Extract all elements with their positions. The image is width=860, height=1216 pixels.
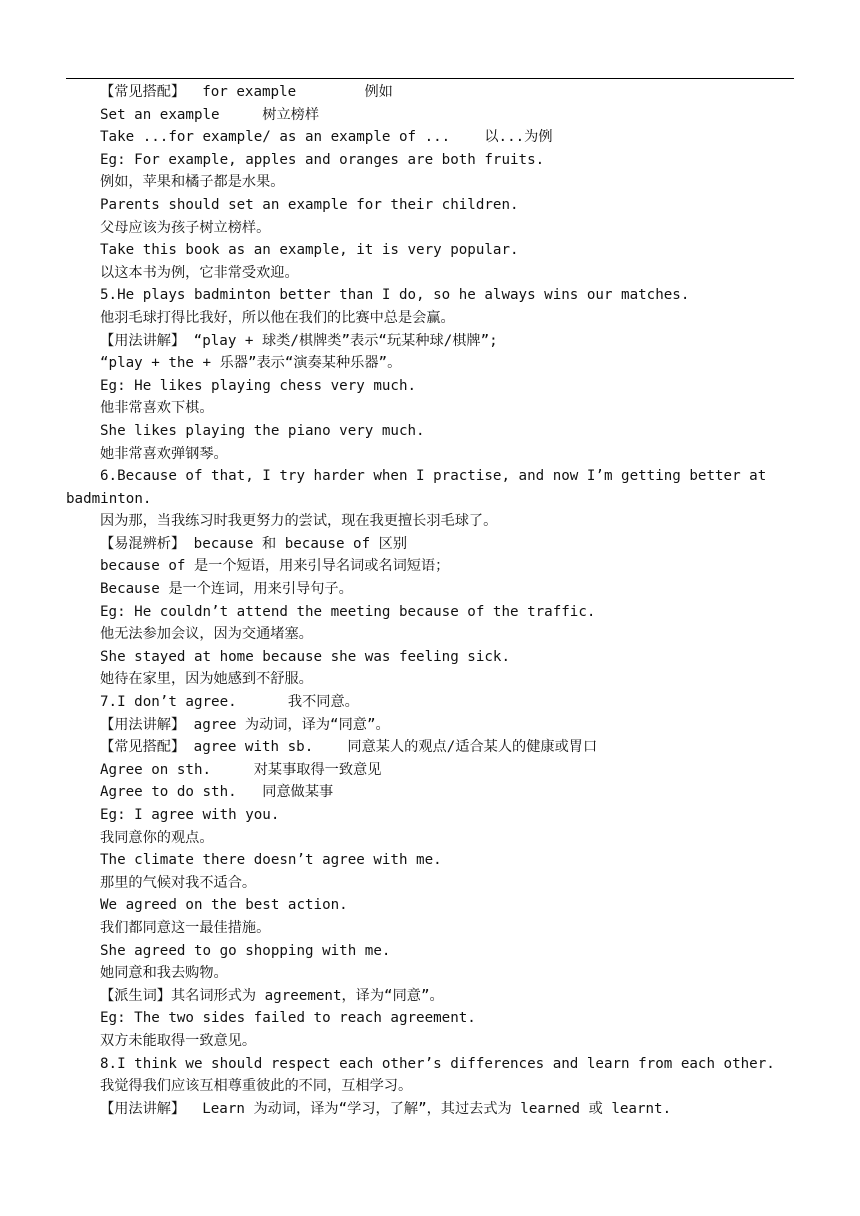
text-line: 她待在家里，因为她感到不舒服。 bbox=[100, 671, 313, 688]
text-line: 他非常喜欢下棋。 bbox=[100, 400, 214, 417]
text-line: Agree on sth. 对某事取得一致意见 bbox=[100, 761, 382, 778]
text-line: 她非常喜欢弹钢琴。 bbox=[100, 445, 228, 462]
text-line: Eg: He couldn’t attend the meeting because of the traffic. bbox=[100, 603, 596, 620]
text-line: 那里的气候对我不适合。 bbox=[100, 874, 257, 891]
text-line: The climate there doesn’t agree with me. bbox=[100, 852, 442, 869]
text-line: 以这本书为例，它非常受欢迎。 bbox=[100, 264, 299, 281]
text-line: Take this book as an example, it is very popular. bbox=[100, 242, 519, 259]
text-line: because of 是一个短语，用来引导名词或名词短语； bbox=[100, 558, 450, 575]
text-line: Agree to do sth. 同意做某事 bbox=[100, 784, 334, 801]
text-line: Eg: The two sides failed to reach agreement. bbox=[100, 1010, 476, 1027]
text-line: 因为那，当我练习时我更努力的尝试，现在我更擅长羽毛球了。 bbox=[100, 513, 498, 530]
text-line: 8.I think we should respect each other’s differences and learn from each other. bbox=[100, 1055, 775, 1072]
text-line: Take ...for example/ as an example of ... 以...为例 bbox=[100, 129, 553, 146]
text-line: 她同意和我去购物。 bbox=[100, 965, 228, 982]
text-line: 6.Because of that, I try harder when I practise, and now I’m getting better at bbox=[100, 468, 767, 485]
text-line: Eg: I agree with you. bbox=[100, 807, 280, 823]
text-line: We agreed on the best action. bbox=[100, 897, 348, 914]
text-line: “play + the + 乐器”表示“演奏某种乐器”。 bbox=[100, 355, 402, 372]
text-line: Set an example 树立榜样 bbox=[100, 106, 320, 123]
text-line: She agreed to go shopping with me. bbox=[100, 942, 391, 959]
text-line: 【用法讲解】 Learn 为动词，译为“学习，了解”，其过去式为 learned 或 learnt. bbox=[100, 1100, 672, 1117]
header-rule bbox=[66, 78, 794, 79]
text-line: 5.He plays badminton better than I do, so he always wins our matches. bbox=[100, 287, 690, 304]
text-line: 【派生词】其名词形式为 agreement，译为“同意”。 bbox=[100, 987, 444, 1004]
text-line: 双方未能取得一致意见。 bbox=[100, 1032, 257, 1049]
text-line: Eg: For example, apples and oranges are both fruits. bbox=[100, 151, 545, 168]
text-line: 【常见搭配】 agree with sb. 同意某人的观点/适合某人的健康或胃口 bbox=[100, 739, 598, 756]
text-line: Because 是一个连词，用来引导句子。 bbox=[100, 581, 353, 598]
text-line: 【常见搭配】 for example 例如 bbox=[100, 84, 393, 100]
text-line: 父母应该为孩子树立榜样。 bbox=[100, 219, 271, 236]
text-line: badminton. bbox=[66, 490, 152, 507]
text-line: She stayed at home because she was feeling sick. bbox=[100, 648, 510, 665]
text-line: She likes playing the piano very much. bbox=[100, 422, 425, 439]
text-line: 【用法讲解】 “play + 球类/棋牌类”表示“玩某种球/棋牌”; bbox=[100, 332, 498, 349]
text-line: 例如，苹果和橘子都是水果。 bbox=[100, 174, 285, 191]
text-line: 我们都同意这一最佳措施。 bbox=[100, 919, 271, 936]
document-body bbox=[0, 81, 860, 1120]
text-line: 7.I don’t agree. 我不同意。 bbox=[100, 694, 359, 711]
text-line: 他无法参加会议，因为交通堵塞。 bbox=[100, 626, 313, 643]
text-line: 我觉得我们应该互相尊重彼此的不同，互相学习。 bbox=[100, 1078, 413, 1095]
text-line: Parents should set an example for their children. bbox=[100, 196, 519, 213]
text-line: 【易混辨析】 because 和 because of 区别 bbox=[100, 535, 408, 552]
text-line: 我同意你的观点。 bbox=[100, 829, 214, 846]
text-line: 他羽毛球打得比我好，所以他在我们的比赛中总是会赢。 bbox=[100, 309, 455, 326]
text-line: Eg: He likes playing chess very much. bbox=[100, 377, 417, 394]
text-line: 【用法讲解】 agree 为动词，译为“同意”。 bbox=[100, 716, 390, 733]
